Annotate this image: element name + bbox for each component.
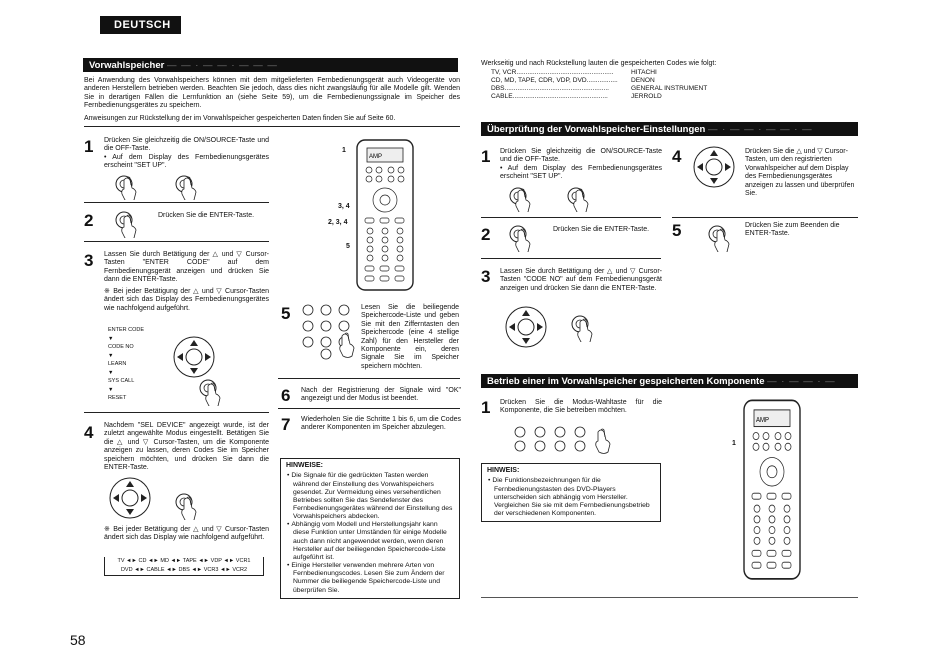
cursor-pad-icon: [692, 145, 738, 191]
display-cycle: ENTER CODE ▼ CODE NO ▼ LEARN ▼ SYS CALL ▼ RESET: [108, 327, 145, 402]
step-number: 3: [84, 251, 94, 270]
factory-codes-intro: Werkseitig und nach Rückstellung lauten die gespeicherten Codes wie folgt:: [481, 60, 717, 67]
step-note: ※ Bei jeder Betätigung der △ und ▽ Cursor-Tasten ändert sich das Display des Fernbedienungsgerätes wie nachfolgend aufgeführt.: [104, 288, 269, 312]
remote-label: 2, 3, 4: [328, 219, 348, 226]
step-text: Lesen Sie die beiliegende Speichercode-Liste und geben Sie mit den Zifferntasten den Speichercode (eine 4 stellige Zahl) für den Hersteller der Komponente ein, deren Signale Sie im Speicher speichern möchten.: [361, 304, 459, 370]
hinweis-box: HINWEIS: • Die Funktionsbezeichnungen für die Fernbedienungstasten des DVD-Players unterscheiden sich abhängig vom Hersteller. Vergleichen Sie sie mit dem Fernbedienungsbetrieb der verschiedenen Komponenten.: [481, 463, 661, 522]
step-text: Wiederholen Sie die Schritte 1 bis 6, um die Codes anderer Komponenten im Speicher abzulegen.: [301, 416, 461, 432]
divider: [84, 202, 269, 203]
step-text: Drücken Sie die Modus-Wahltaste für die Komponente, die Sie betreiben möchten.: [500, 399, 662, 415]
step-number: 2: [481, 225, 491, 244]
remote-label: 1: [732, 440, 736, 447]
step-number: 1: [84, 137, 94, 156]
step-number: 4: [84, 423, 94, 442]
step-text: Drücken Sie die ENTER-Taste.: [553, 226, 650, 233]
remote-label: 3, 4: [338, 203, 350, 210]
enter-button-icon: [112, 208, 142, 238]
section-title-vorwahlspeicher: Vorwahlspeicher — — · — — · — — —: [83, 58, 458, 72]
remote-label: 1: [342, 147, 346, 154]
number-keys-icon: [300, 302, 360, 360]
hinweise-box: HINWEISE: • Die Signale für die gedrückten Tasten werden während der Einstellung des Vorwahlspeichers gesendet. Zur Vermeidung eines versehentlichen Betriebes sollten Sie das Sendefenster des Fernbedienungsgerätes während der Einstellung des Vorwahlspeichers abdecken. • Abhängig vom Modell und Herstellungsjahr kann diese Funktion unter Umständen für einige Modelle auch dann nicht angewendet werden, wenn deren Hersteller auf der beiliegenden Speichercode-Liste aufgeführt ist. • Einige Hersteller verwenden mehrere Arten von Fernbedienungscodes. Lesen Sie zum Ändern der Nummer die beiliegende Speichercode-Liste und überprüfen Sie.: [280, 458, 460, 599]
step-number: 1: [481, 147, 491, 166]
divider: [481, 597, 858, 598]
step-text: Drücken Sie zum Beenden die ENTER-Taste.: [745, 222, 840, 238]
step-note: ※ Bei jeder Betätigung der △ und ▽ Cursor-Tasten ändert sich das Display wie nachfolgend aufgeführt.: [104, 526, 269, 542]
step-text: Drücken Sie gleichzeitig die ON/SOURCE-Taste und die OFF-Taste. • Auf dem Display des Fernbedienungsgerätes erscheint "SET UP".: [104, 137, 269, 170]
step-text: Drücken Sie die △ und ▽ Cursor-Tasten, um den registrierten Vorwahlspeicher auf dem Display des Fernbedienungsgerätes anzeigen zu lassen und überprüfen Sie.: [745, 148, 855, 197]
step-text: Drücken Sie gleichzeitig die ON/SOURCE-Taste und die OFF-Taste. • Auf dem Display des Fernbedienungsgerätes erscheint "SET UP".: [500, 148, 662, 181]
step-number: 2: [84, 211, 94, 230]
divider: [481, 217, 661, 218]
on-off-buttons-icon: [506, 184, 596, 212]
step-number: 5: [672, 221, 682, 240]
step-number: 1: [481, 398, 491, 417]
cursor-pad-icon: [504, 305, 550, 351]
step-text: Lassen Sie durch Betätigung der △ und ▽ Cursor-Tasten "CODE NO" auf dem Fernbedienungsgerät anzeigen und drücken Sie dann die ENTER-Taste.: [500, 268, 662, 292]
cursor-pad-icon: [108, 476, 154, 522]
intro-text: Bei Anwendung des Vorwahlspeichers können mit dem mitgelieferten Fernbedienungsgerät auch Videogeräte von anderen Herstellern betrieben werden. Beachten Sie jedoch, dass dies nicht zwangsläufig für alle Modelle gilt. Wenden Sie in derartigen Fällen die Lernfunktion an (siehe Seite 59), um die Fernbedienungssignale im Speicher des Fernbedienungsgerätes zu speichern.: [84, 77, 460, 110]
step-number: 5: [281, 304, 291, 323]
divider: [278, 378, 460, 379]
section-title-betrieb: Betrieb einer im Vorwahlspeicher gespeicherten Komponente — · — — · —: [481, 374, 858, 388]
step-number: 4: [672, 147, 682, 166]
divider: [278, 408, 460, 409]
step-text: Nachdem "SEL DEVICE" angezeigt wurde, ist der zuletzt angewählte Modus eingestellt. Betätigen Sie die △ und ▽ Cursor-Tasten, um die Komponente anzeigen zu lassen, deren Codes Sie im Speicher speichern möchten, und drücken Sie dann die ENTER-Taste.: [104, 422, 269, 471]
mode-select-buttons-icon: [512, 424, 622, 454]
enter-button-icon: [705, 222, 735, 252]
step-text: Lassen Sie durch Betätigung der △ und ▽ Cursor-Tasten "ENTER CODE" auf dem Fernbedienungsgerät anzeigen und drücken Sie dann die ENTER-Taste.: [104, 251, 269, 284]
divider: [84, 241, 269, 242]
remote-control-illustration: [355, 138, 415, 293]
page-number: 58: [70, 632, 86, 648]
device-cycle: TV ◄► CD ◄► MD ◄► TAPE ◄► VDP ◄► VCR1 DVD ◄► CABLE ◄► DBS ◄► VCR3 ◄► VCR2: [104, 557, 264, 576]
step-text: Drücken Sie die ENTER-Taste.: [158, 212, 255, 219]
factory-codes-list: TV, VCR..................................................... HITACHI CD, MD, TAPE, CDR, VDP, DVD................. DENON DBS......................................................... GENERAL INSTRUMENT CABLE.................................................... JERROLD: [491, 69, 708, 101]
divider: [84, 412, 269, 413]
section-title-ueberpruefung: Überprüfung der Vorwahlspeicher-Einstellungen — · — — · — — · —: [481, 122, 858, 136]
step-number: 7: [281, 415, 291, 434]
enter-button-icon: [568, 312, 598, 342]
cursor-pad-icon: [172, 335, 218, 381]
step-text: Nach der Registrierung der Signale wird "OK" angezeigt und der Modus ist beendet.: [301, 387, 461, 403]
intro-text-2: Anweisungen zur Rückstellung der im Vorwahlspeicher gespeicherten Daten finden Sie auf Seite 60.: [84, 115, 396, 122]
enter-button-icon: [506, 222, 536, 252]
divider: [481, 258, 661, 259]
divider: [84, 126, 460, 127]
divider: [672, 217, 858, 218]
language-tag: DEUTSCH: [100, 16, 181, 34]
remote-control-illustration: [742, 398, 802, 583]
step-number: 3: [481, 267, 491, 286]
enter-button-icon: [196, 376, 226, 406]
remote-label: 5: [346, 243, 350, 250]
on-off-buttons-icon: [112, 172, 202, 200]
step-number: 6: [281, 386, 291, 405]
enter-button-icon: [172, 490, 202, 520]
